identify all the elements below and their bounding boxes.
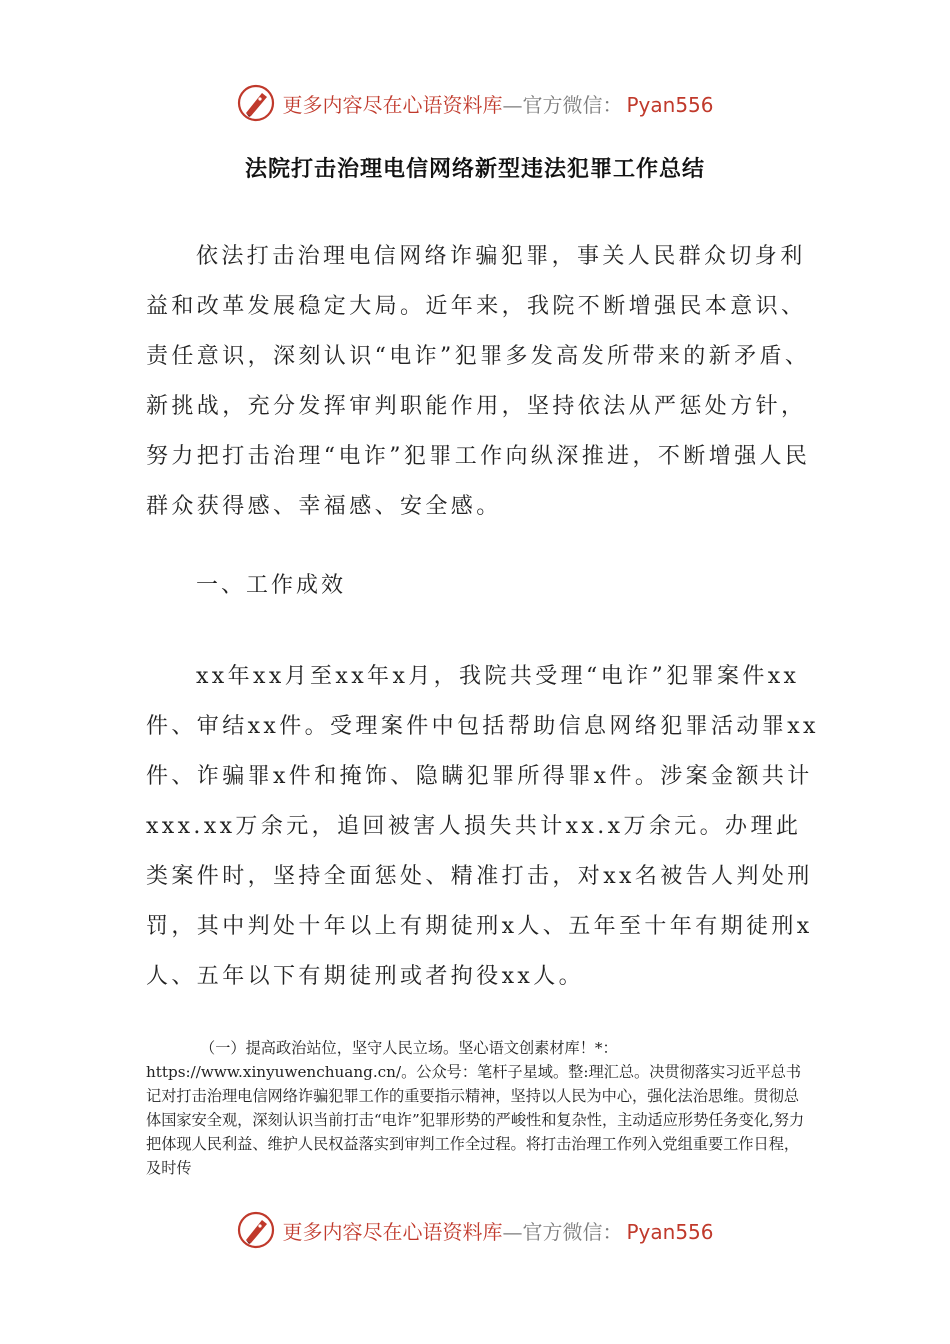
document-title: 法院打击治理电信网络新型违法犯罪工作总结 — [244, 156, 705, 182]
header-banner — [0, 80, 950, 126]
intro-paragraph — [146, 232, 826, 532]
section-heading: 一、工作成效 — [196, 573, 347, 598]
pen-nib-logo-icon — [236, 83, 276, 123]
footer-banner — [0, 1207, 950, 1253]
banner-library-name: 更多内容尽在心语资料库 — [282, 92, 503, 117]
banner-wechat-label: —官方微信： — [502, 92, 623, 117]
subsection-text: （一）提高政治站位，坚守人民立场。坚心语文创素材库！*：https://www.xinyuwenchuang.cn/。公众号：笔杆子星域。整:理汇总。决贯彻落实习近平总书记对打击治理电信网络诈骗犯罪工作的重要指示精神，坚持以人民为中心，强化法治思维。贯彻总体国家安全观，深刻认识当前打击“电诈”犯罪形势的严峻性和复杂性，主动适应形势任务变化,努力把体现人民利益、维护人民权益落实到审判工作全过程。将打击治理工作列入党组重要工作日程，及时传 — [146, 1039, 805, 1177]
subsection-paragraph — [146, 1036, 806, 1180]
intro-text: 依法打击治理电信网络诈骗犯罪，事关人民群众切身利益和改革发展稳定大局。近年来，我院不断增强民本意识、责任意识，深刻认识“电诈”犯罪多发高发所带来的新矛盾、新挑战，充分发挥审判职能作用，坚持依法从严惩处方针，努力把打击治理“电诈”犯罪工作向纵深推进，不断增强人民群众获得感、幸福感、安全感。 — [146, 244, 811, 519]
banner-text — [282, 1216, 713, 1245]
banner-wechat-id: Pyan556 — [626, 1219, 714, 1244]
banner-wechat-label: —官方微信： — [502, 1219, 623, 1244]
section-body-paragraph — [146, 652, 826, 1002]
banner-text — [282, 89, 713, 118]
banner-library-name: 更多内容尽在心语资料库 — [282, 1219, 503, 1244]
section-body-text: xx年xx月至xx年x月，我院共受理“电诈”犯罪案件xx件、审结xx件。受理案件中包括帮助信息网络犯罪活动罪xx件、诈骗罪x件和掩饰、隐瞒犯罪所得罪x件。涉案金额共计xxx.xx万余元，追回被害人损失共计xx.x万余元。办理此类案件时，坚持全面惩处、精准打击，对xx名被告人判处刑罚，其中判处十年以上有期徒刑x人、五年至十年有期徒刑x人、五年以下有期徒刑或者拘役xx人。 — [146, 664, 819, 989]
banner-wechat-id: Pyan556 — [626, 92, 714, 117]
pen-nib-logo-icon — [236, 1210, 276, 1250]
